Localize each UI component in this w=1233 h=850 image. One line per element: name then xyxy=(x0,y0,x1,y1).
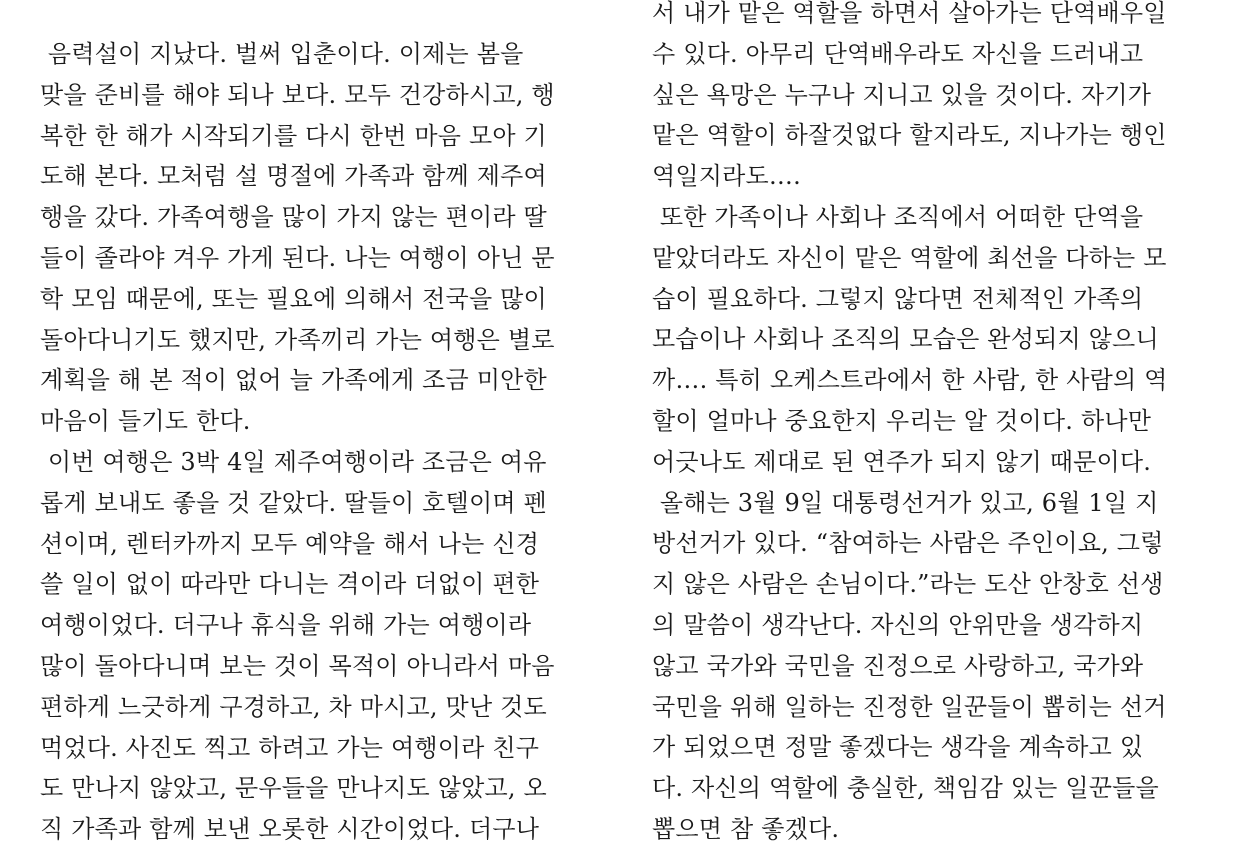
text-line: 학 모임 때문에, 또는 필요에 의해서 전국을 많이 xyxy=(40,284,547,313)
right-text-column xyxy=(652,0,1197,850)
text-line: 도해 본다. 모처럼 설 명절에 가족과 함께 제주여 xyxy=(40,162,547,191)
text-line: 할이 얼마나 중요한지 우리는 알 것이다. 하나만 xyxy=(652,406,1152,435)
text-line: 국민을 위해 일하는 진정한 일꾼들이 뽑히는 선거 xyxy=(652,692,1167,721)
text-line: 모습이나 사회나 조직의 모습은 완성되지 않으니 xyxy=(652,325,1159,354)
text-line: 음력설이 지났다. 벌써 입춘이다. 이제는 봄을 xyxy=(40,40,524,68)
text-line: 방선거가 있다. “참여하는 사람은 주인이요, 그렇 xyxy=(652,529,1164,558)
text-line: 의 말씀이 생각난다. 자신의 안위만을 생각하지 xyxy=(652,610,1144,639)
text-line: 들이 졸라야 겨우 가게 된다. 나는 여행이 아닌 문 xyxy=(40,243,555,272)
text-line: 서 내가 맡은 역할을 하면서 살아가는 단역배우일 xyxy=(652,0,1167,27)
text-line: 많이 돌아다니며 보는 것이 목적이 아니라서 마음 xyxy=(40,651,555,680)
text-line: 맡은 역할이 하잘것없다 할지라도, 지나가는 행인 xyxy=(652,121,1167,150)
text-line: 어긋나도 제대로 된 연주가 되지 않기 때문이다. xyxy=(652,447,1152,476)
text-line: 올해는 3월 9일 대통령선거가 있고, 6월 1일 지 xyxy=(652,488,1159,517)
text-line: 돌아다니기도 했지만, 가족끼리 가는 여행은 별로 xyxy=(40,325,555,354)
text-line: 도 만나지 않았고, 문우들을 만나지도 않았고, 오 xyxy=(40,774,547,803)
left-text-column xyxy=(40,34,585,850)
text-line: 역일지라도…. xyxy=(652,162,801,191)
text-line: 싶은 욕망은 누구나 지니고 있을 것이다. 자기가 xyxy=(652,80,1152,109)
text-line: 않고 국가와 국민을 진정으로 사랑하고, 국가와 xyxy=(652,651,1144,680)
text-line: 지 않은 사람은 손님이다.”라는 도산 안창호 선생 xyxy=(652,570,1164,599)
text-line: 수 있다. 아무리 단역배우라도 자신을 드러내고 xyxy=(652,39,1144,68)
text-line: 맞을 준비를 해야 되나 보다. 모두 건강하시고, 행 xyxy=(40,80,555,109)
text-line: 쓸 일이 없이 따라만 다니는 격이라 더없이 편한 xyxy=(40,570,540,599)
text-line: 뽑으면 참 좋겠다. xyxy=(652,814,840,843)
text-line: 가 되었으면 정말 좋겠다는 생각을 계속하고 있 xyxy=(652,733,1144,762)
text-line: 편하게 느긋하게 구경하고, 차 마시고, 맛난 것도 xyxy=(40,692,547,721)
text-line: 마음이 들기도 한다. xyxy=(40,407,251,436)
text-line: 까…. 특히 오케스트라에서 한 사람, 한 사람의 역 xyxy=(652,366,1168,395)
text-line: 또한 가족이나 사회나 조직에서 어떠한 단역을 xyxy=(652,202,1144,231)
text-line: 습이 필요하다. 그렇지 않다면 전체적인 가족의 xyxy=(652,284,1144,313)
text-line: 여행이었다. 더구나 휴식을 위해 가는 여행이라 xyxy=(40,611,532,640)
text-line: 직 가족과 함께 보낸 오롯한 시간이었다. 더구나 xyxy=(40,815,540,844)
text-line: 롭게 보내도 좋을 것 같았다. 딸들이 호텔이며 펜 xyxy=(40,488,547,517)
text-line: 복한 한 해가 시작되기를 다시 한번 마음 모아 기 xyxy=(40,121,547,150)
text-line: 다. 자신의 역할에 충실한, 책임감 있는 일꾼들을 xyxy=(652,774,1159,803)
text-line: 행을 갔다. 가족여행을 많이 가지 않는 편이라 딸 xyxy=(40,203,547,232)
text-line: 이번 여행은 3박 4일 제주여행이라 조금은 여유 xyxy=(40,447,547,476)
text-line: 먹었다. 사진도 찍고 하려고 가는 여행이라 친구 xyxy=(40,733,540,762)
text-line: 맡았더라도 자신이 맡은 역할에 최선을 다하는 모 xyxy=(652,243,1167,272)
text-line: 계획을 해 본 적이 없어 늘 가족에게 조금 미안한 xyxy=(40,366,547,395)
text-line: 션이며, 렌터카까지 모두 예약을 해서 나는 신경 xyxy=(40,529,540,558)
